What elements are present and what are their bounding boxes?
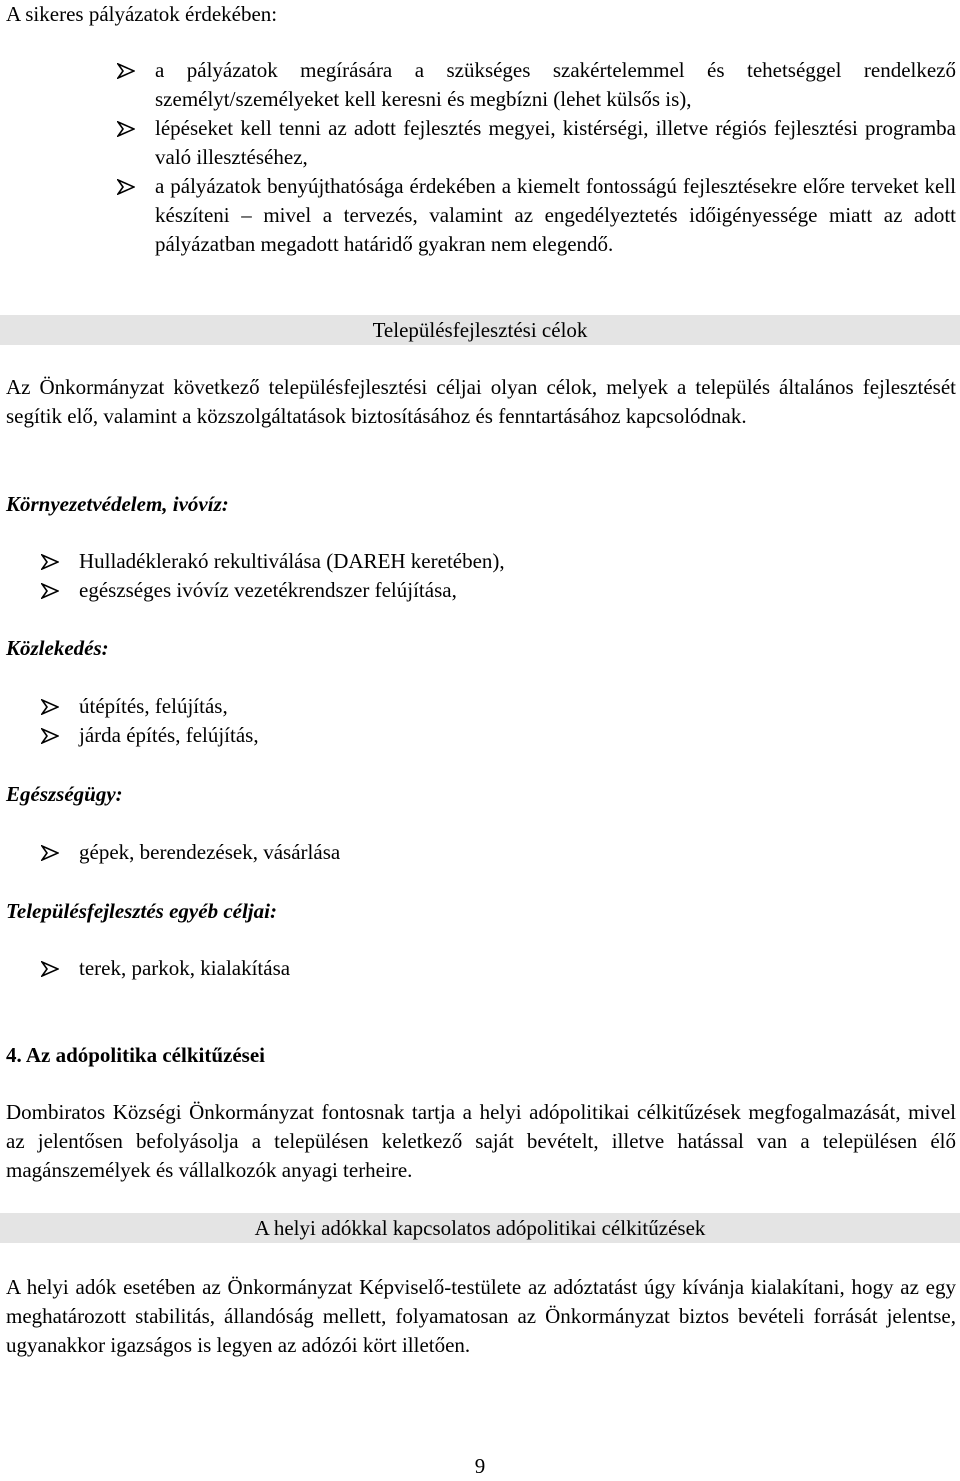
list-item-text: útépítés, felújítás, bbox=[79, 694, 228, 718]
list-item bbox=[79, 838, 956, 867]
arrow-bullet-icon bbox=[117, 114, 137, 143]
environment-list bbox=[79, 547, 956, 605]
list-item bbox=[79, 576, 956, 605]
list-item-text: járda építés, felújítás, bbox=[79, 723, 259, 747]
list-item bbox=[155, 114, 956, 172]
list-item bbox=[79, 721, 956, 750]
arrow-bullet-icon bbox=[41, 547, 61, 576]
arrow-bullet-icon bbox=[41, 692, 61, 721]
list-item-text: gépek, berendezések, vásárlása bbox=[79, 840, 341, 864]
arrow-bullet-icon bbox=[41, 576, 61, 605]
intro-bullet-text: a pályázatok megírására a szükséges szakértelemmel és tehetséggel rendelkező személyt/személyeket kell keresni és megbízni (lehet külsős is), bbox=[155, 58, 956, 111]
list-item bbox=[79, 692, 956, 721]
list-item bbox=[79, 547, 956, 576]
section-label-other-goals: Településfejlesztés egyéb céljai: bbox=[6, 899, 277, 923]
list-item bbox=[155, 56, 956, 114]
arrow-bullet-icon bbox=[41, 954, 61, 983]
intro-bullet-text: lépéseket kell tenni az adott fejlesztés megyei, kistérségi, illetve régiós fejlesztési programba való illesztéséhez, bbox=[155, 116, 956, 169]
list-item-text: egészséges ivóvíz vezetékrendszer felújítása, bbox=[79, 578, 457, 602]
arrow-bullet-icon bbox=[117, 56, 137, 85]
list-item bbox=[155, 172, 956, 259]
list-item bbox=[79, 954, 956, 983]
intro-bullet-text: a pályázatok benyújthatósága érdekében a kiemelt fontosságú fejlesztésekre előre terveket kell készíteni – mivel a tervezés, valamint az engedélyeztetés időigényessége miatt az adott pályázatban megadott határidő gyakran nem elegendő. bbox=[155, 174, 956, 256]
tax-subheading: A helyi adókkal kapcsolatos adópolitikai célkitűzések bbox=[0, 1213, 960, 1243]
transport-list bbox=[79, 692, 956, 750]
page-number: 9 bbox=[474, 1454, 486, 1478]
arrow-bullet-icon bbox=[41, 721, 61, 750]
intro-lead: A sikeres pályázatok érdekében: bbox=[6, 2, 278, 26]
section-label-environment: Környezetvédelem, ivóvíz: bbox=[6, 492, 229, 516]
goals-paragraph: Az Önkormányzat következő településfejlesztési céljai olyan célok, melyek a település általános fejlesztését segítik elő, valamint a közszolgáltatások biztosításához és fenntartásához kapcsolódnak. bbox=[6, 375, 956, 428]
tax-paragraph: Dombiratos Községi Önkormányzat fontosnak tartja a helyi adópolitikai célkitűzések megfogalmazását, mivel az jelentősen befolyásolja a településen keletkező saját bevételt, illetve hatással van a településen élő magánszemélyek és vállalkozók anyagi terheire. bbox=[6, 1100, 956, 1182]
intro-bullet-list bbox=[155, 56, 956, 259]
goals-heading: Településfejlesztési célok bbox=[0, 315, 960, 345]
arrow-bullet-icon bbox=[41, 838, 61, 867]
tax-heading: 4. Az adópolitika célkitűzései bbox=[6, 1043, 265, 1067]
list-item-text: Hulladéklerakó rekultiválása (DAREH keretében), bbox=[79, 549, 505, 573]
section-label-health: Egészségügy: bbox=[6, 782, 123, 806]
section-label-transport: Közlekedés: bbox=[6, 636, 109, 660]
other-goals-list bbox=[79, 954, 956, 983]
list-item-text: terek, parkok, kialakítása bbox=[79, 956, 291, 980]
tax-paragraph-2: A helyi adók esetében az Önkormányzat Képviselő-testülete az adóztatást úgy kívánja kialakítani, hogy az egy meghatározott stabilitás, állandóság mellett, folyamatosan az Önkormányzat biztos bevételi forrását jelentse, ugyanakkor igazságos is legyen az adózói kört illetően. bbox=[6, 1275, 956, 1357]
health-list bbox=[79, 838, 956, 867]
arrow-bullet-icon bbox=[117, 172, 137, 201]
